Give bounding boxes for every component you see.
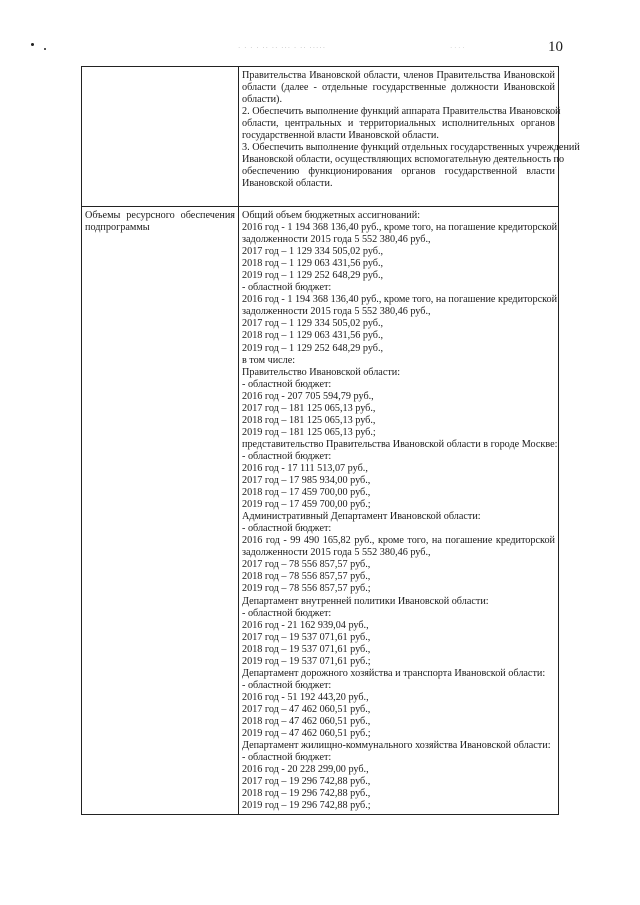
text-line: в том числе: [242,354,296,366]
page-number: 10 [548,39,563,55]
text-line: задолженности 2015 года 5 552 380,46 руб., [242,306,431,318]
document-table [81,66,580,815]
text-line: Административный Департамент Ивановской области: [242,511,481,523]
text-line: 2018 год – 181 125 065,13 руб., [242,414,376,426]
text-line: 2018 год – 17 459 700,00 руб., [242,487,371,499]
text-line: обеспечению функционирования органов государственной власти [242,166,555,178]
text-line: - областной бюджет: [242,450,332,462]
text-line: Правительство Ивановской области: [242,366,401,378]
text-line: 2. Обеспечить выполнение функций аппарата Правительства Ивановской [242,106,561,118]
text-line: 2016 год - 1 194 368 136,40 руб., кроме того, на погашение кредиторской [242,294,558,306]
text-line: 2019 год – 78 556 857,57 руб.; [242,583,371,595]
text-line: Ивановской области. [242,178,333,190]
text-line: 2017 год – 1 129 334 505,02 руб., [242,246,384,258]
text-line: 2018 год – 47 462 060,51 руб., [242,715,371,727]
text-line: 2016 год - 99 490 165,82 руб., кроме того, на погашение кредиторской [242,535,555,547]
text-line: 2016 год - 17 111 513,07 руб., [242,462,368,474]
text-line: 2018 год – 19 296 742,88 руб., [242,788,371,800]
text-line: 3. Обеспечить выполнение функций отдельных государственных учреждений [242,142,580,154]
text-line: области, центральных и территориальных исполнительных органов [242,118,555,130]
text-line: Ивановской области, осуществляющих вспомогательную деятельность по [242,154,565,166]
text-line: 2017 год – 47 462 060,51 руб., [242,703,371,715]
faint-header-text-right: · · · · [450,44,465,52]
text-line: 2019 год – 181 125 065,13 руб.; [242,426,376,438]
faint-header-text: · · · · ·· ·· ··· · ·· ····· [238,44,327,52]
label-line: Объемы ресурсного обеспечения [85,210,235,221]
text-line: Общий объем бюджетных ассигнований: [242,210,421,221]
text-line: 2018 год – 19 537 071,61 руб., [242,643,371,655]
text-line: 2017 год – 19 296 742,88 руб., [242,776,371,788]
text-line: 2017 год – 17 985 934,00 руб., [242,475,371,487]
scan-speck [44,48,46,50]
text-line: - областной бюджет: [242,607,332,619]
text-line: 2019 год – 1 129 252 648,29 руб., [242,342,384,354]
text-line: 2016 год - 207 705 594,79 руб., [242,390,374,402]
text-line: - областной бюджет: [242,378,332,390]
text-line: 2018 год – 1 129 063 431,56 руб., [242,258,384,270]
text-line: 2018 год – 1 129 063 431,56 руб., [242,330,384,342]
text-line: 2016 год - 51 192 443,20 руб., [242,691,369,703]
text-line: задолженности 2015 года 5 552 380,46 руб., [242,234,431,246]
text-line: области). [242,94,282,106]
text-line: 2017 год – 19 537 071,61 руб., [242,631,371,643]
text-line: Департамент внутренней политики Ивановской области: [242,595,489,607]
scan-speck [31,43,34,46]
row2-label-cell [82,207,239,815]
text-line: 2019 год – 19 537 071,61 руб.; [242,655,371,667]
text-line: - областной бюджет: [242,752,332,764]
row1-content-cell [239,67,580,207]
label-line: подпрограммы [85,222,150,234]
table-row [82,207,559,815]
text-line: Департамент жилищно-коммунального хозяйства Ивановской области: [242,740,551,752]
text-line: представительство Правительства Ивановской области в городе Москве: [242,438,558,450]
text-line: 2019 год – 17 459 700,00 руб.; [242,499,371,511]
text-line: области (далее - отдельные государственные должности Ивановской [242,82,555,94]
text-line: 2018 год – 78 556 857,57 руб., [242,571,371,583]
text-line: 2016 год - 20 228 299,00 руб., [242,764,369,776]
text-line: 2017 год – 181 125 065,13 руб., [242,402,376,414]
text-line: Правительства Ивановской области, членов Правительства Ивановской [242,70,555,81]
row2-content-cell [239,207,559,815]
text-line: 2017 год – 78 556 857,57 руб., [242,559,371,571]
text-line: 2017 год – 1 129 334 505,02 руб., [242,318,384,330]
text-line: - областной бюджет: [242,679,332,691]
text-line: 2019 год – 1 129 252 648,29 руб., [242,270,384,282]
text-line: - областной бюджет: [242,523,332,535]
text-line: 2019 год – 19 296 742,88 руб.; [242,800,371,812]
text-line: - областной бюджет: [242,282,332,294]
text-line: 2016 год - 21 162 939,04 руб., [242,619,369,631]
text-line: 2019 год – 47 462 060,51 руб.; [242,728,371,740]
text-line: задолженности 2015 года 5 552 380,46 руб., [242,547,431,559]
text-line: государственной власти Ивановской области. [242,130,439,142]
spacer [242,190,555,200]
row1-label-cell [82,67,239,207]
table-row [82,67,559,207]
text-line: 2016 год - 1 194 368 136,40 руб., кроме того, на погашение кредиторской [242,222,558,234]
text-line: Департамент дорожного хозяйства и транспорта Ивановской области: [242,667,546,679]
